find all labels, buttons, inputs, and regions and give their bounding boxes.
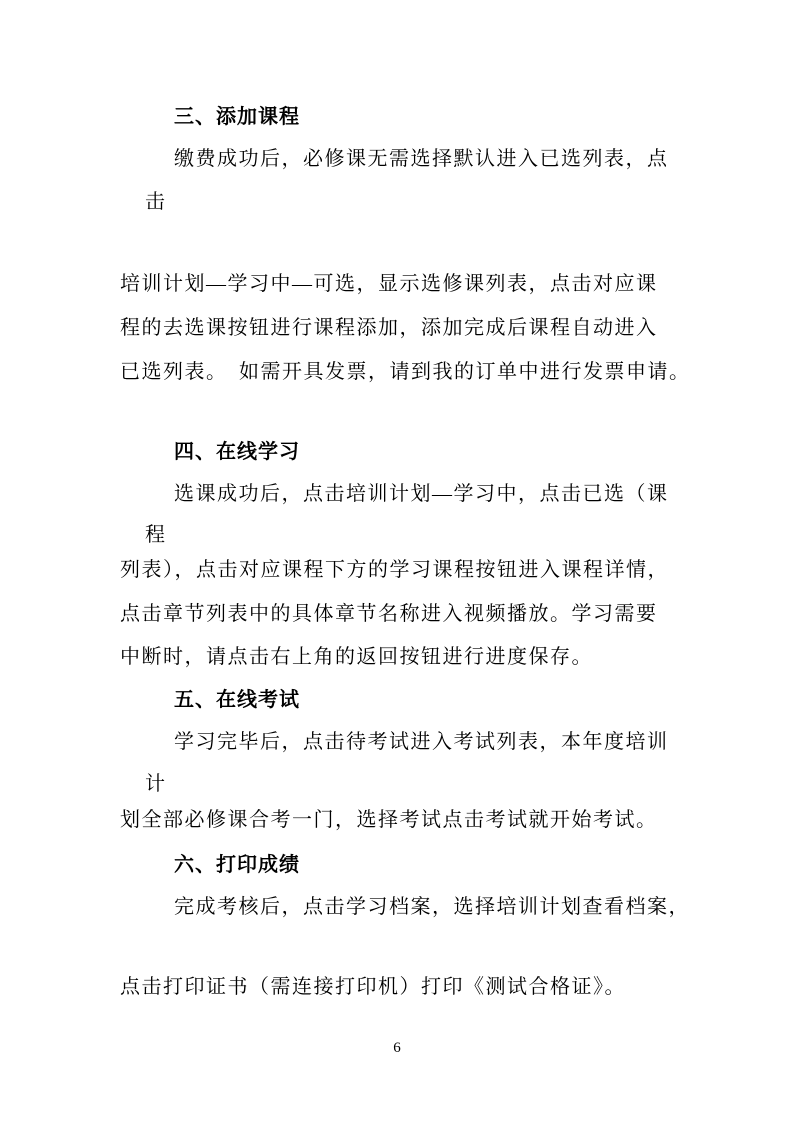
- section-heading-print-results: 六、打印成绩: [174, 854, 300, 876]
- paragraph-line: 缴费成功后，必修课无需选择默认进入已选列表，点: [174, 148, 669, 170]
- page-number: 6: [393, 1040, 401, 1056]
- paragraph-line: 点击章节列表中的具体章节名称进入视频播放。学习需要: [120, 603, 658, 625]
- paragraph-line: 程的去选课按钮进行课程添加，添加完成后课程自动进入: [120, 317, 658, 339]
- paragraph-line: 计: [145, 773, 167, 795]
- paragraph-line: 选课成功后，点击培训计划—学习中，点击已选（课: [174, 483, 669, 505]
- paragraph-line: 击: [145, 191, 167, 213]
- paragraph-line: 完成考核后，点击学习档案，选择培训计划查看档案，: [174, 896, 690, 918]
- paragraph-line: 列表），点击对应课程下方的学习课程按钮进入课程详情，: [120, 559, 669, 581]
- paragraph-line: 已选列表。 如需开具发票，请到我的订单中进行发票申请。: [120, 361, 691, 383]
- paragraph-line: 程: [145, 524, 167, 546]
- section-heading-online-learning: 四、在线学习: [174, 441, 300, 463]
- paragraph-line: 培训计划—学习中—可选，显示选修课列表，点击对应课: [120, 273, 658, 295]
- section-heading-add-courses: 三、添加课程: [174, 106, 300, 128]
- paragraph-line: 学习完毕后，点击待考试进入考试列表，本年度培训: [174, 731, 669, 753]
- section-heading-online-exam: 五、在线考试: [174, 689, 300, 711]
- paragraph-line: 划全部必修课合考一门，选择考试点击考试就开始考试。: [120, 809, 658, 831]
- paragraph-line: 中断时，请点击右上角的返回按钮进行进度保存。: [120, 646, 593, 668]
- paragraph-line: 点击打印证书（需连接打印机）打印《测试合格证》。: [120, 976, 626, 998]
